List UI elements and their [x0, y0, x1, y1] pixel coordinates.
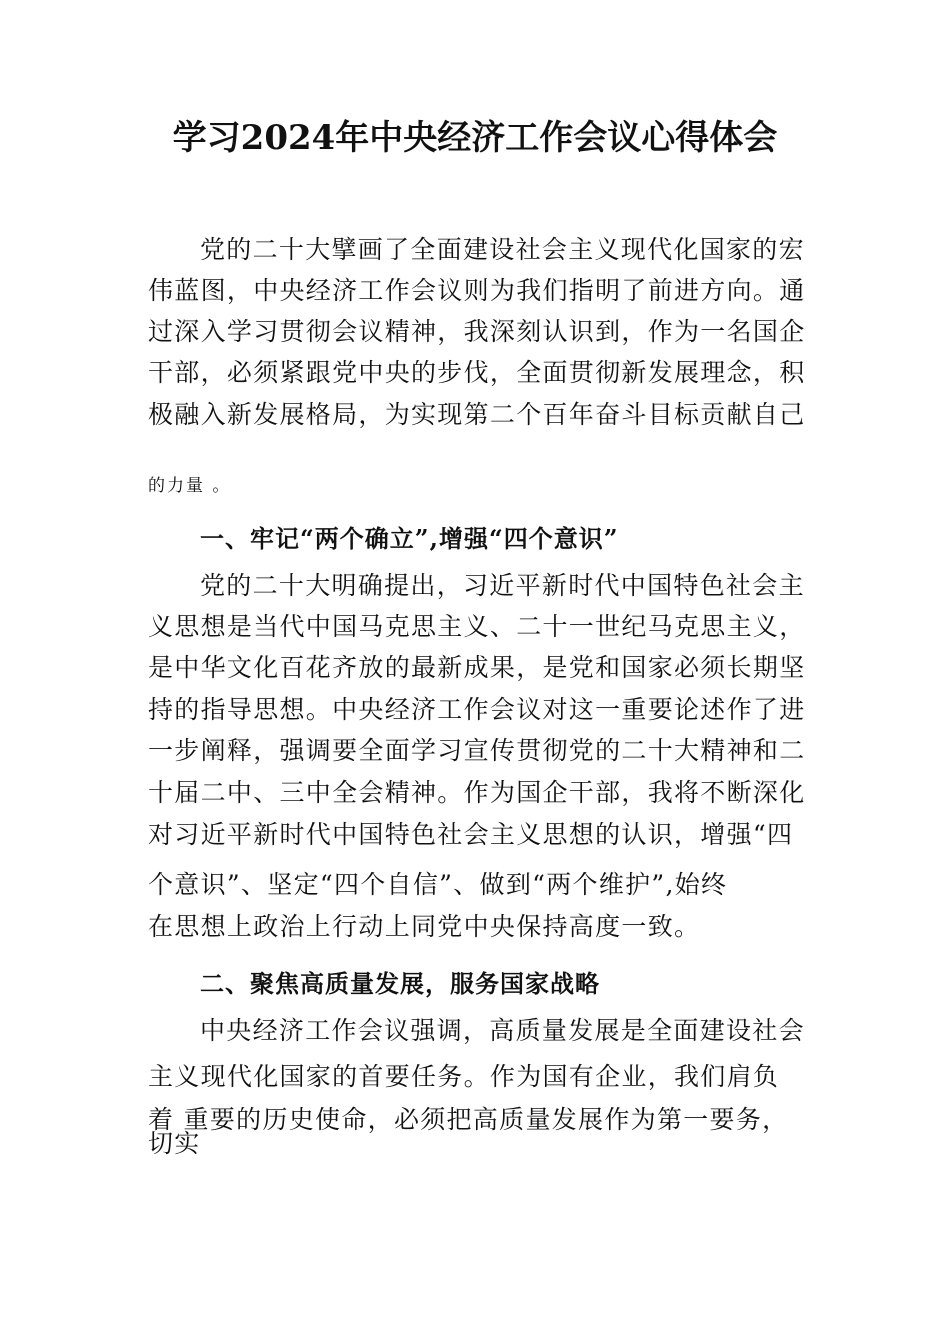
section2-line: 中央经济工作会议强调，高质量发展是全面建设社会 — [200, 1016, 805, 1045]
section1-line: 个意识”、坚定“四个自信”、做到“两个维护”,始终 — [148, 870, 728, 899]
document-title: 学习2024年中央经济工作会议心得体会 — [172, 118, 778, 158]
section2-line: 切实 — [148, 1129, 201, 1158]
section1-line: 十届二中、三中全会精神。作为国企干部，我将不断深化 — [148, 778, 806, 807]
section1-line: 是中华文化百花齐放的最新成果，是党和国家必须长期坚 — [148, 653, 806, 682]
intro-line: 党的二十大擘画了全面建设社会主义现代化国家的宏 — [200, 235, 805, 264]
section1-line: 持的指导思想。中央经济工作会议对这一重要论述作了进 — [148, 695, 806, 724]
section1-line: 在思想上政治上行动上同党中央保持高度一致。 — [148, 912, 701, 941]
section-heading: 一、牢记“两个确立”,增强“四个意识” — [200, 524, 619, 553]
intro-line: 的力量 。 — [148, 476, 232, 496]
section1-line: 义思想是当代中国马克思主义、二十一世纪马克思主义， — [148, 612, 806, 641]
section2-line: 着 重要的历史使命，必须把高质量发展作为第一要务， — [148, 1105, 789, 1134]
section1-line: 党的二十大明确提出，习近平新时代中国特色社会主 — [200, 571, 805, 600]
section-heading: 二、聚焦高质量发展，服务国家战略 — [200, 969, 600, 998]
section2-line: 主义现代化国家的首要任务。作为国有企业，我们肩负 — [148, 1062, 780, 1091]
intro-line: 过深入学习贯彻会议精神，我深刻认识到，作为一名国企 — [148, 317, 806, 346]
intro-line: 极融入新发展格局，为实现第二个百年奋斗目标贡献自己 — [148, 400, 806, 429]
section1-line: 对习近平新时代中国特色社会主义思想的认识，增强“四 — [148, 820, 794, 849]
intro-line: 伟蓝图，中央经济工作会议则为我们指明了前进方向。通 — [148, 276, 806, 305]
intro-line: 干部，必须紧跟党中央的步伐，全面贯彻新发展理念，积 — [148, 358, 806, 387]
section1-line: 一步阐释，强调要全面学习宣传贯彻党的二十大精神和二 — [148, 736, 806, 765]
